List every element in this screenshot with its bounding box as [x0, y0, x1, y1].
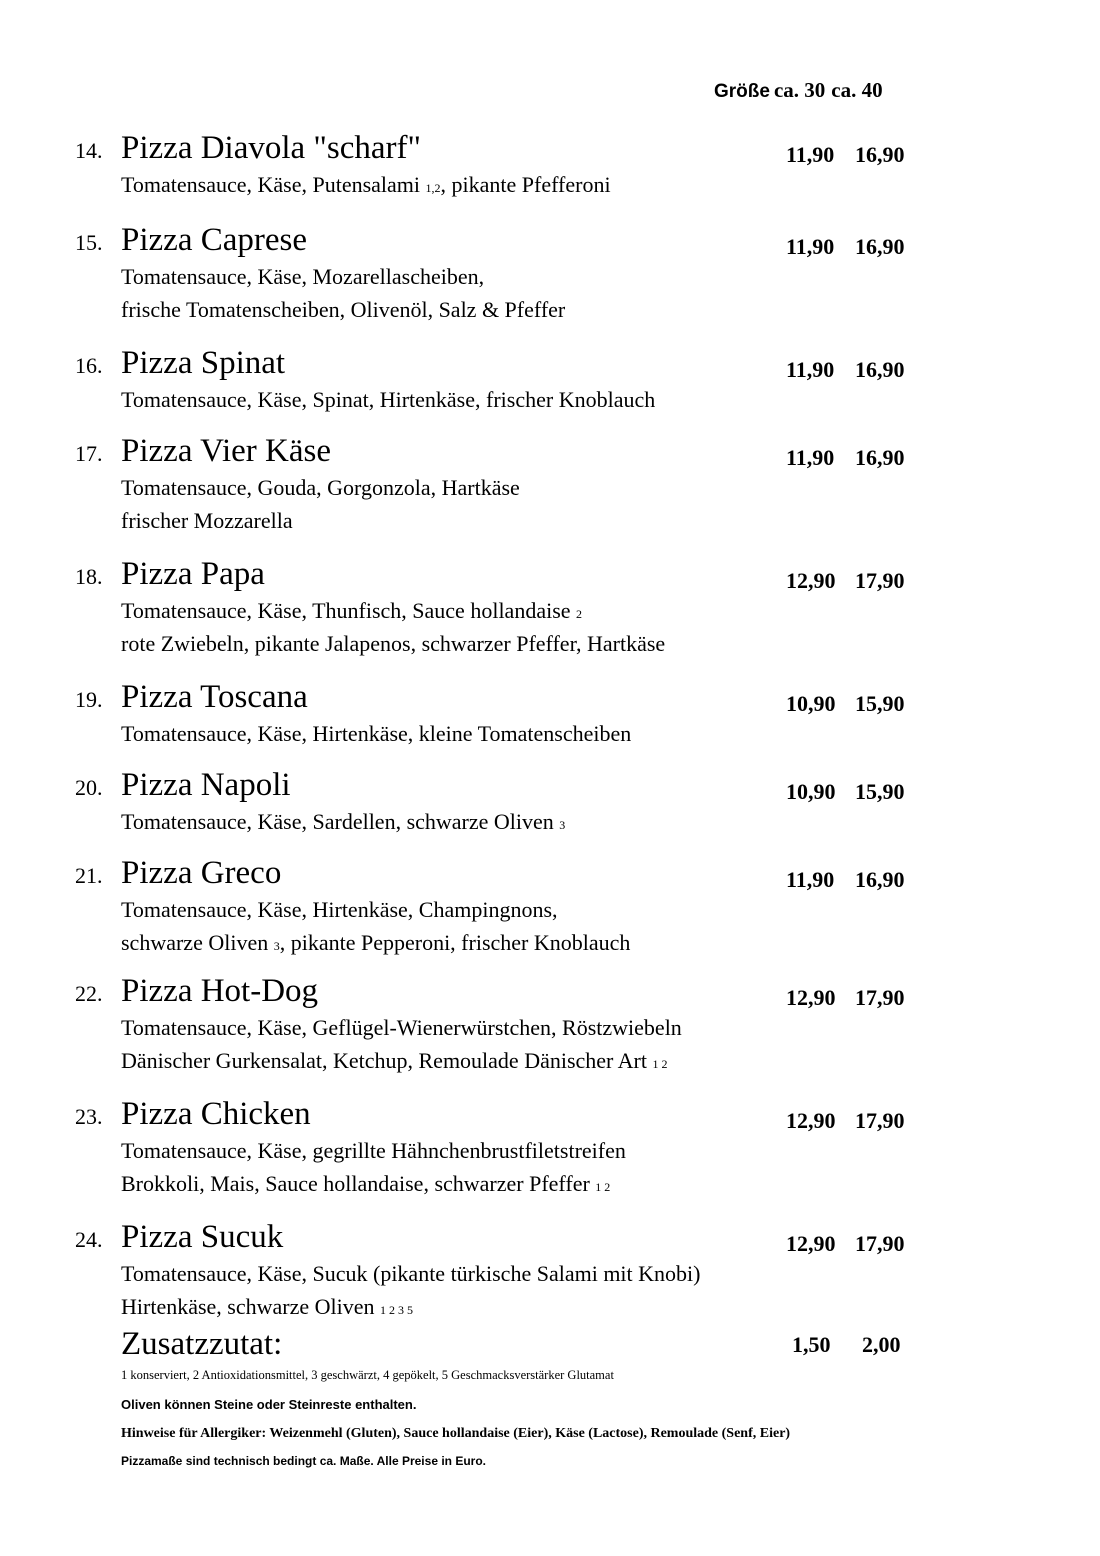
item-number: 20.	[75, 775, 103, 800]
item-name: Pizza Spinat	[121, 345, 286, 381]
item-price-40: 16,90	[855, 445, 905, 470]
item-price-40: 17,90	[855, 1231, 905, 1256]
additive-note: 2	[576, 607, 583, 621]
description-text: Tomatensauce, Käse, Sucuk (pikante türkische Salami mit Knobi)	[121, 1261, 701, 1286]
description-text: rote Zwiebeln, pikante Jalapenos, schwarzer Pfeffer, Hartkäse	[121, 631, 666, 656]
item-description-line	[121, 475, 520, 501]
description-text: Tomatensauce, Käse, Geflügel-Wienerwürstchen, Röstzwiebeln	[121, 1015, 682, 1040]
description-text: Dänischer Gurkensalat, Ketchup, Remoulade Dänischer Art	[121, 1048, 653, 1073]
item-number: 15.	[75, 230, 103, 255]
item-name: Pizza Papa	[121, 556, 265, 592]
size-header-large: ca. 40	[831, 78, 883, 102]
additives-footnote: 1 konserviert, 2 Antioxidationsmittel, 3 geschwärzt, 4 gepökelt, 5 Geschmacksverstärker Glutamat	[121, 1368, 614, 1382]
item-price-40: 15,90	[855, 779, 905, 804]
item-price-40: 16,90	[855, 357, 905, 382]
extra-price-40: 2,00	[862, 1332, 901, 1357]
additive-note: 1,2	[425, 181, 441, 195]
item-price-40: 16,90	[855, 234, 905, 259]
size-header-label: Größe	[714, 81, 770, 102]
item-price-30: 11,90	[786, 234, 835, 259]
item-price-30: 11,90	[786, 867, 835, 892]
description-text: frische Tomatenscheiben, Olivenöl, Salz & Pfeffer	[121, 297, 566, 322]
item-description-line	[121, 721, 631, 747]
item-price-40: 16,90	[855, 142, 905, 167]
description-text: frischer Mozzarella	[121, 508, 293, 533]
size-header-small: ca. 30	[773, 78, 826, 102]
item-number: 21.	[75, 863, 103, 888]
item-description-line	[121, 1171, 610, 1197]
additive-note: 1 2	[652, 1057, 668, 1071]
item-name: Pizza Caprese	[121, 222, 307, 258]
item-name: Pizza Chicken	[121, 1096, 311, 1132]
description-text: Brokkoli, Mais, Sauce hollandaise, schwarzer Pfeffer	[121, 1171, 596, 1196]
item-description-line	[121, 897, 558, 923]
item-description-line	[121, 1261, 700, 1287]
extra-price-30: 1,50	[792, 1332, 831, 1357]
item-description-line	[121, 1048, 668, 1074]
size-price-notice: Pizzamaße sind technisch bedingt ca. Maße. Alle Preise in Euro.	[121, 1454, 486, 1468]
additive-note: 3	[273, 939, 280, 953]
item-number: 19.	[75, 687, 103, 712]
item-description-line	[121, 508, 293, 534]
item-description-line	[121, 1138, 626, 1164]
item-price-30: 10,90	[786, 691, 836, 716]
item-price-40: 16,90	[855, 867, 905, 892]
item-price-30: 12,90	[786, 1231, 836, 1256]
item-number: 24.	[75, 1227, 103, 1252]
description-text: Tomatensauce, Käse, Thunfisch, Sauce hollandaise	[121, 598, 577, 623]
extra-topping-label: Zusatzzutat:	[121, 1326, 283, 1362]
item-number: 17.	[75, 441, 103, 466]
olive-warning: Oliven können Steine oder Steinreste enthalten.	[121, 1397, 417, 1412]
item-description-line	[121, 264, 484, 290]
additive-note: 1 2 3 5	[380, 1303, 414, 1317]
item-name: Pizza Toscana	[121, 679, 308, 715]
description-text: Tomatensauce, Käse, Sardellen, schwarze Oliven	[121, 809, 560, 834]
item-name: Pizza Napoli	[121, 767, 291, 803]
item-price-30: 10,90	[786, 779, 836, 804]
size-header	[714, 78, 883, 103]
item-name: Pizza Greco	[121, 855, 282, 891]
item-description-line	[121, 1294, 413, 1320]
additive-note: 1 2	[595, 1180, 611, 1194]
item-description-line	[121, 598, 582, 624]
item-price-40: 17,90	[855, 568, 905, 593]
item-name: Pizza Diavola "scharf"	[121, 130, 421, 166]
item-name: Pizza Sucuk	[121, 1219, 284, 1255]
description-text: Hirtenkäse, schwarze Oliven	[121, 1294, 381, 1319]
item-price-30: 12,90	[786, 568, 836, 593]
description-text-after: , pikante Pfefferoni	[440, 172, 611, 197]
item-description-line	[121, 172, 611, 198]
description-text: Tomatensauce, Käse, Hirtenkäse, Champingnons,	[121, 897, 558, 922]
item-number: 14.	[75, 138, 103, 163]
item-price-30: 11,90	[786, 142, 835, 167]
item-price-40: 15,90	[855, 691, 905, 716]
item-description-line	[121, 1015, 682, 1041]
description-text: Tomatensauce, Käse, Putensalami	[121, 172, 426, 197]
item-number: 22.	[75, 981, 103, 1006]
item-name: Pizza Vier Käse	[121, 433, 331, 469]
description-text: Tomatensauce, Käse, Spinat, Hirtenkäse, frischer Knoblauch	[121, 387, 656, 412]
item-price-30: 12,90	[786, 1108, 836, 1133]
description-text: Tomatensauce, Käse, gegrillte Hähnchenbrustfiletstreifen	[121, 1138, 626, 1163]
item-price-30: 11,90	[786, 445, 835, 470]
item-description-line	[121, 809, 565, 835]
item-description-line	[121, 930, 630, 956]
item-price-40: 17,90	[855, 985, 905, 1010]
item-name: Pizza Hot-Dog	[121, 973, 319, 1009]
description-text-after: , pikante Pepperoni, frischer Knoblauch	[279, 930, 631, 955]
item-number: 18.	[75, 564, 103, 589]
description-text: Tomatensauce, Gouda, Gorgonzola, Hartkäse	[121, 475, 520, 500]
description-text: schwarze Oliven	[121, 930, 274, 955]
item-description-line	[121, 631, 665, 657]
item-price-40: 17,90	[855, 1108, 905, 1133]
allergy-notice: Hinweise für Allergiker: Weizenmehl (Gluten), Sauce hollandaise (Eier), Käse (Lactose), Remoulade (Senf, Eier)	[121, 1426, 791, 1441]
item-price-30: 12,90	[786, 985, 836, 1010]
item-description-line	[121, 297, 565, 323]
item-number: 16.	[75, 353, 103, 378]
description-text: Tomatensauce, Käse, Hirtenkäse, kleine Tomatenscheiben	[121, 721, 632, 746]
item-description-line	[121, 387, 655, 413]
item-number: 23.	[75, 1104, 103, 1129]
additive-note: 3	[559, 818, 566, 832]
description-text: Tomatensauce, Käse, Mozarellascheiben,	[121, 264, 485, 289]
item-price-30: 11,90	[786, 357, 835, 382]
